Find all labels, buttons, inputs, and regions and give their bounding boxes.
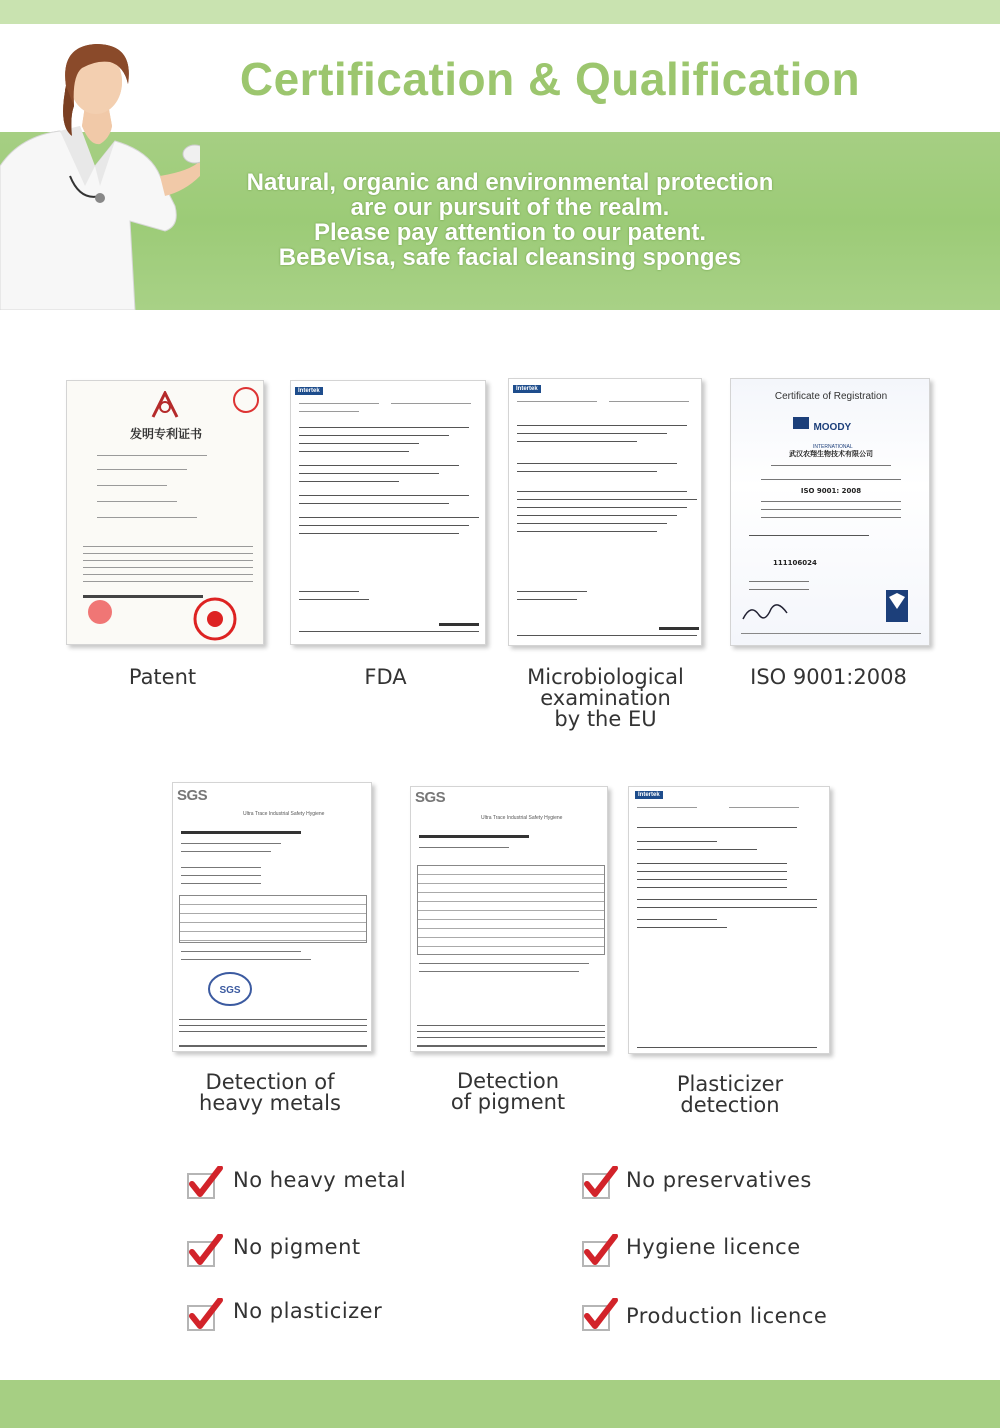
checkmark-icon — [581, 1166, 619, 1200]
caption-line: heavy metals — [199, 1091, 341, 1115]
sgs-logo: SGS — [177, 787, 208, 804]
stamp-icon — [85, 597, 115, 627]
feature-hygiene-licence: Hygiene licence — [626, 1235, 801, 1259]
moody-logo: MOODY INTERNATIONAL — [793, 417, 853, 453]
caption-fda: FDA — [364, 665, 407, 689]
caption-line: by the EU — [554, 707, 657, 731]
caption-line: of pigment — [450, 1090, 566, 1114]
caption-heavy-metals — [170, 1072, 370, 1114]
caption-line: Microbiological — [527, 665, 684, 689]
iso-number: 111106024 — [773, 559, 817, 567]
caption-line: examination — [540, 686, 671, 710]
svg-text:SGS: SGS — [219, 985, 241, 996]
caption-iso: ISO 9001:2008 — [750, 665, 907, 689]
iso-certificate — [730, 378, 930, 646]
slogan-line: are our pursuit of the realm. — [350, 194, 670, 221]
fda-report — [290, 380, 486, 645]
feature-no-preservatives: No preservatives — [626, 1168, 812, 1192]
checkmark-icon — [581, 1234, 619, 1268]
iso-heading: Certificate of Registration — [774, 391, 888, 402]
caption-line: Detection of — [205, 1070, 335, 1094]
heavy-metals-report — [172, 782, 372, 1052]
iso-company: 武汉农翔生物技术有限公司 — [789, 450, 873, 458]
caption-line: Detection — [456, 1069, 560, 1093]
top-strip — [0, 0, 1000, 24]
checkmark-icon — [186, 1298, 224, 1332]
feature-no-heavy-metal: No heavy metal — [233, 1168, 407, 1192]
page-title: Certification & Qualification — [239, 53, 861, 105]
caption-microbiological — [503, 667, 708, 730]
feature-no-plasticizer: No plasticizer — [233, 1299, 383, 1323]
checkmark-icon — [581, 1298, 619, 1332]
iso-standard: ISO 9001: 2008 — [800, 487, 862, 495]
pigment-report — [410, 786, 608, 1052]
plasticizer-report — [628, 786, 830, 1054]
patent-heading: 发明专利证书 — [129, 427, 202, 441]
report-subtitle: Ultra Trace Industrial Safety Hygiene — [481, 815, 563, 821]
slogan-line: Please pay attention to our patent. — [313, 219, 707, 246]
doctor-figure — [0, 26, 200, 310]
sgs-seal-icon — [207, 971, 253, 1007]
patent-certificate — [66, 380, 264, 645]
caption-pigment — [408, 1071, 608, 1113]
bottom-strip — [0, 1380, 1000, 1428]
intertek-logo: Intertek — [295, 387, 323, 395]
feature-production-licence: Production licence — [626, 1304, 828, 1328]
slogan-text — [120, 170, 900, 270]
feature-no-pigment: No pigment — [233, 1235, 361, 1259]
microbiological-report — [508, 378, 702, 646]
signature-icon — [741, 601, 791, 623]
intertek-logo: Intertek — [635, 791, 663, 799]
caption-line: Plasticizer — [676, 1072, 784, 1096]
slogan-line: Natural, organic and environmental protection — [246, 169, 774, 196]
checkmark-icon — [186, 1166, 224, 1200]
checkmark-icon — [186, 1234, 224, 1268]
red-seal-icon — [187, 596, 243, 642]
ukas-badge-icon — [885, 589, 909, 623]
patent-emblem-icon — [149, 391, 181, 419]
slogan-line: BeBeVisa, safe facial cleansing sponges — [278, 244, 742, 271]
caption-patent: Patent — [128, 665, 197, 689]
corner-seal-icon — [231, 385, 261, 415]
sgs-logo: SGS — [415, 789, 446, 806]
caption-plasticizer — [630, 1074, 830, 1116]
intertek-logo: Intertek — [513, 385, 541, 393]
report-subtitle: Ultra Trace Industrial Safety Hygiene — [243, 811, 325, 817]
caption-line: detection — [680, 1093, 780, 1117]
